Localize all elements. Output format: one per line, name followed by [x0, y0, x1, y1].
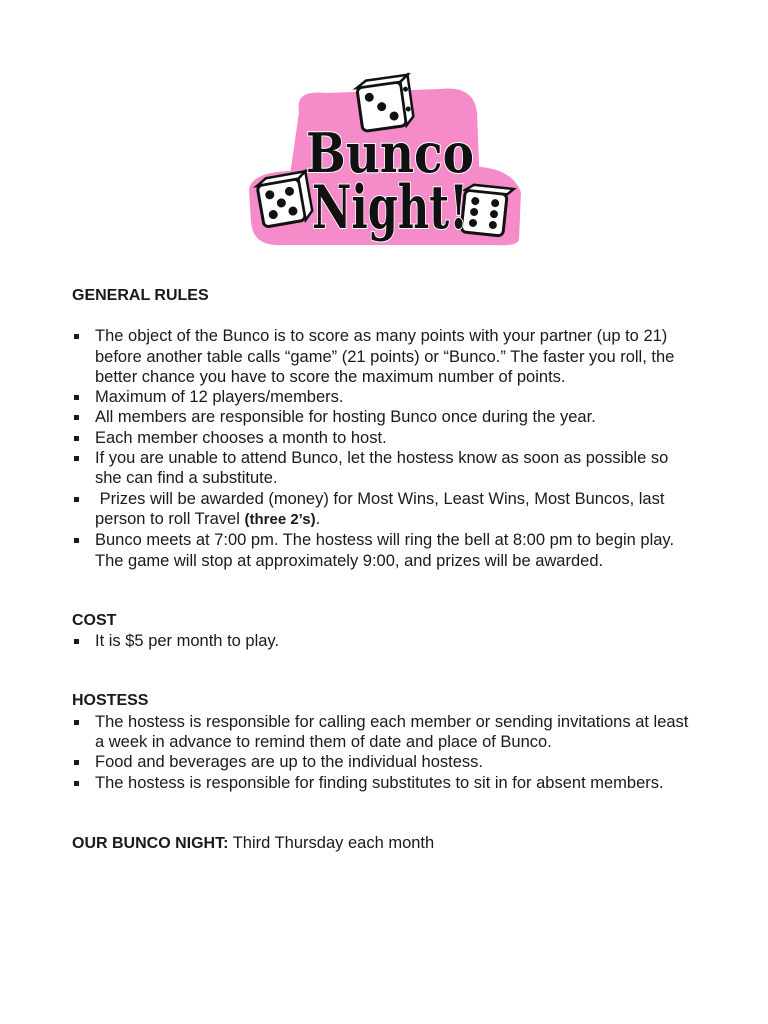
list-item: Bunco meets at 7:00 pm. The hostess will ring the bell at 8:00 pm to begin play. The game will stop at approximately 9:00, and prizes will be awarded. — [72, 530, 692, 571]
logo-title-line1: Bunco — [306, 121, 474, 185]
travel-note: (three 2’s) — [244, 510, 316, 528]
bunco-night-logo — [244, 72, 526, 250]
hostess-heading: HOSTESS — [72, 692, 149, 710]
list-item: If you are unable to attend Bunco, let the hostess know as soon as possible so she can find a substitute. — [72, 448, 692, 489]
bunco-night-label: OUR BUNCO NIGHT: — [72, 834, 229, 852]
list-item: All members are responsible for hosting Bunco once during the year. — [72, 407, 692, 427]
bunco-night-schedule — [72, 833, 692, 854]
cost-list — [72, 631, 692, 651]
list-item: Prizes will be awarded (money) for Most Wins, Least Wins, Most Buncos, last person to roll Travel (three 2’s). — [72, 489, 692, 531]
hostess-list — [72, 712, 692, 793]
list-item: It is $5 per month to play. — [72, 631, 692, 651]
logo-title-line2: Night! — [312, 173, 468, 243]
general-rules-heading: GENERAL RULES — [72, 287, 209, 304]
general-rules-list — [72, 326, 692, 571]
bunco-night-value: Third Thursday each month — [228, 833, 435, 852]
list-item: Maximum of 12 players/members. — [72, 387, 692, 407]
rules-document — [72, 286, 692, 854]
logo-graphic — [244, 72, 526, 250]
die-left-icon — [256, 171, 314, 227]
list-item: The hostess is responsible for finding substitutes to sit in for absent members. — [72, 773, 692, 793]
list-item: Food and beverages are up to the individual hostess. — [72, 752, 692, 772]
list-item: The object of the Bunco is to score as many points with your partner (up to 21) before another table calls “game” (21 points) or “Bunco.” The faster you roll, the better chance you have to score the maximum number of points. — [72, 326, 692, 387]
list-item: Each member chooses a month to host. — [72, 428, 692, 448]
list-item: The hostess is responsible for calling each member or sending invitations at least a week in advance to remind them of date and place of Bunco. — [72, 712, 692, 753]
cost-heading: COST — [72, 611, 117, 629]
